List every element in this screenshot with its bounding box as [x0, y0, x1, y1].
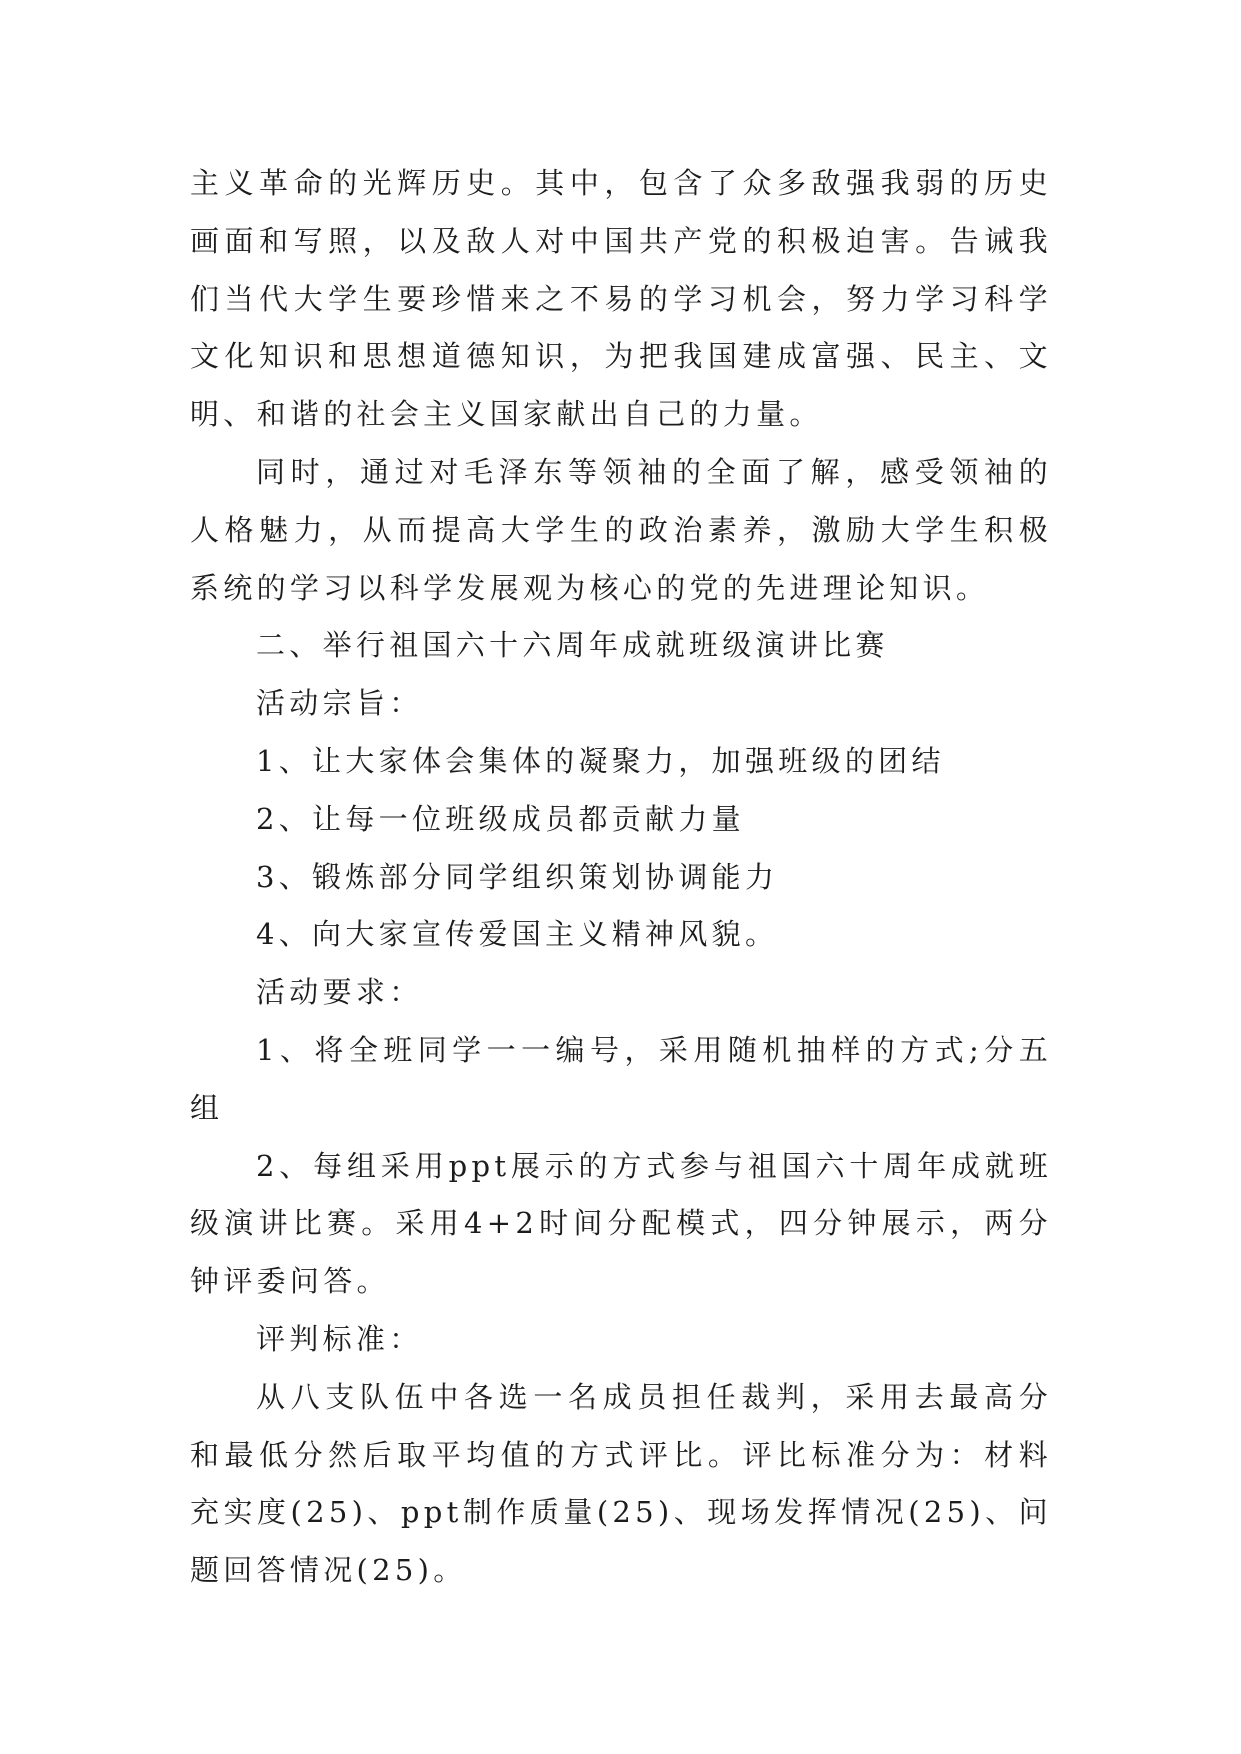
list-item-requirement-2: 2、每组采用ppt展示的方式参与祖国六十周年成就班级演讲比赛。采用4+2时间分配模式，四分钟展示，两分钟评委问答。 — [190, 1148, 1052, 1299]
subheading-activity-purpose: 活动宗旨： — [256, 686, 423, 721]
list-item-requirement-1: 1、将全班同学一一编号，采用随机抽样的方式;分五组 — [190, 1032, 1053, 1125]
paragraph-judging-details: 从八支队伍中各选一名成员担任裁判，采用去最高分和最低分然后取平均值的方式评比。评比标准分为：材料充实度(25)、ppt制作质量(25)、现场发挥情况(25)、问题回答情况(25)。 — [190, 1379, 1052, 1588]
subheading-judging-criteria: 评判标准： — [256, 1321, 423, 1356]
document-body — [190, 155, 1052, 1600]
list-item-purpose-1: 1、让大家体会集体的凝聚力，加强班级的团结 — [256, 743, 945, 778]
paragraph-revolution-history: 主义革命的光辉历史。其中，包含了众多敌强我弱的历史画面和写照，以及敌人对中国共产党的积极迫害。告诫我们当代大学生要珍惜来之不易的学习机会，努力学习科学文化知识和思想道德知识，为把我国建成富强、民主、文明、和谐的社会主义国家献出自己的力量。 — [190, 166, 1052, 432]
paragraph-leaders: 同时，通过对毛泽东等领袖的全面了解，感受领袖的人格魅力，从而提高大学生的政治素养，激励大学生积极系统的学习以科学发展观为核心的党的先进理论知识。 — [190, 454, 1052, 605]
list-item-purpose-4: 4、向大家宣传爱国主义精神风貌。 — [256, 917, 779, 952]
list-item-purpose-2: 2、让每一位班级成员都贡献力量 — [256, 801, 745, 836]
list-item-purpose-3: 3、锻炼部分同学组织策划协调能力 — [256, 859, 779, 894]
section-heading-speech-contest: 二、举行祖国六十六周年成就班级演讲比赛 — [256, 628, 889, 663]
subheading-activity-requirements: 活动要求： — [256, 975, 423, 1010]
